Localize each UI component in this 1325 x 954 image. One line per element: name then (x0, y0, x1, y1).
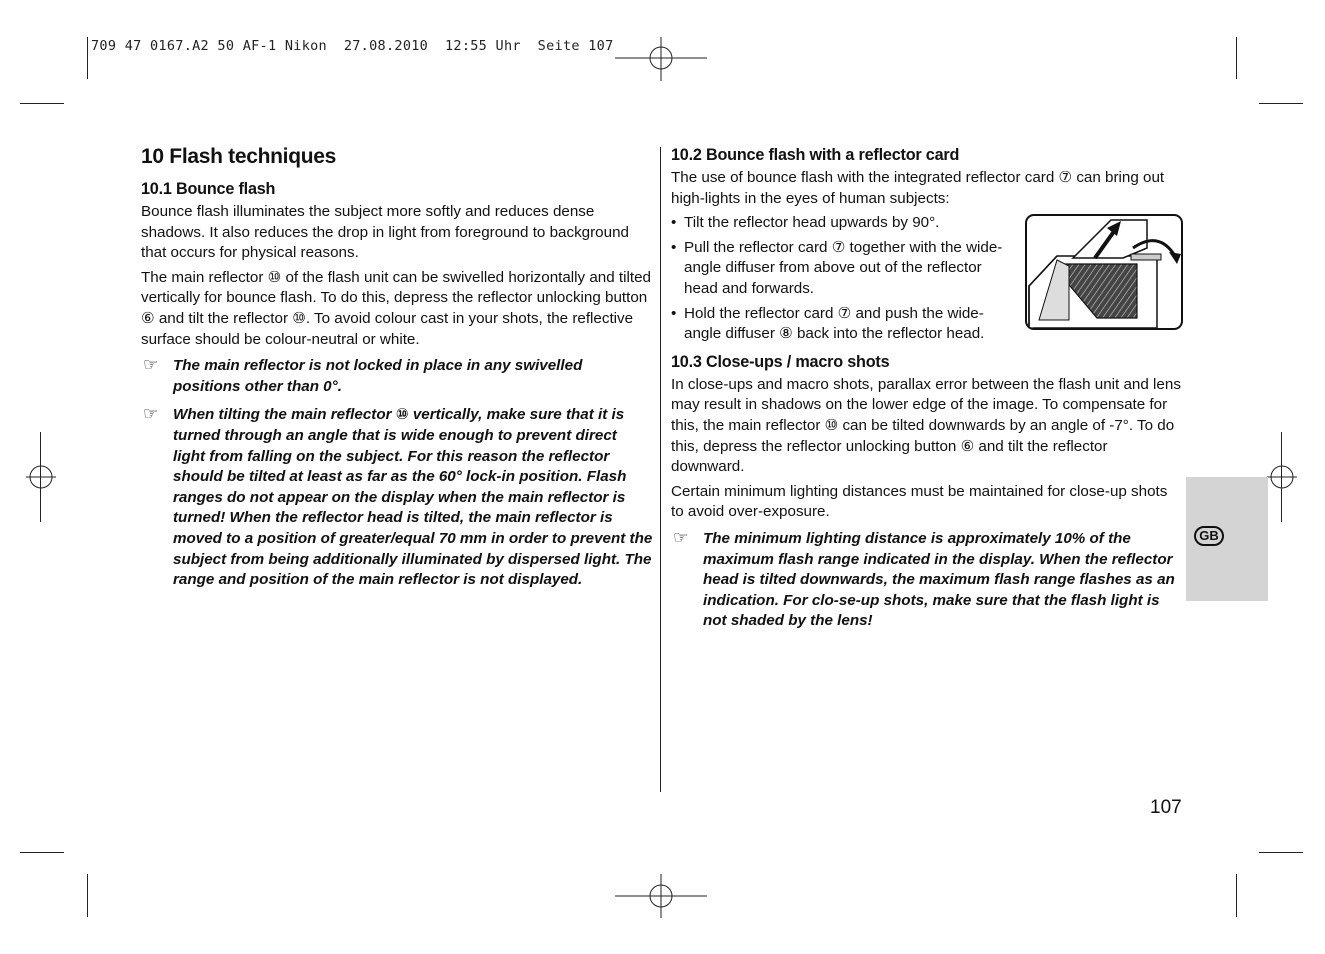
note-text: The minimum lighting distance is approximately 10% of the maximum flash range indicated in the display. When the reflector head is tilted downwards, the maximum flash range flashes as an indication. For clo-se-up shots, make sure that the flash light is not shaded by the lens! (703, 529, 1175, 630)
paragraph: Bounce flash illuminates the subject more softly and reduces dense shadows. It also reduces the drop in light from foreground to background that occurs for physical reasons. (141, 203, 629, 262)
list-item-text: Hold the reflector card ⑦ and push the wide-angle diffuser ⑧ back into the reflector head. (684, 304, 985, 343)
bullet-icon: • (671, 238, 677, 256)
list-item (671, 304, 1009, 345)
language-tab (1186, 477, 1268, 601)
paragraph: Certain minimum lighting distances must be maintained for close-up shots to avoid over-exposure. (671, 482, 1168, 521)
note (671, 529, 1181, 632)
list-item-text: Pull the reflector card ⑦ together with the wide-angle diffuser from above out of the reflector head and forwards. (684, 238, 1003, 297)
bullet-icon: • (671, 304, 677, 322)
bullet-icon: • (671, 214, 677, 232)
note-text: When tilting the main reflector ⑩ vertically, make sure that it is turned through an angle that is wide enough to prevent direct light from falling on the subject. For this reason the reflector should be tilted at least as far as the 60° lock-in position. Flash ranges do not appear on the display when the main reflector is turned! When the reflector head is tilted, the main reflector is moved to a position of greater/equal 70 mm in order to prevent the subject from being additionally illuminated by dispersed light. The range and position of the main reflector is not displayed. (173, 406, 653, 589)
list-item-text: Tilt the reflector head upwards by 90°. (684, 214, 940, 232)
list-item (671, 238, 1009, 300)
pointing-hand-icon: ☞ (673, 527, 689, 547)
paragraph: The main reflector ⑩ of the flash unit can be swivelled horizontally and tilted vertically for bounce flash. To do this, depress the reflector unlocking button ⑥ and tilt the reflector ⑩. To avoid colour cast in your shots, the reflective surface should be colour-neutral or white. (141, 268, 652, 348)
pointing-hand-icon: ☞ (143, 404, 159, 424)
registration-mark-bottom (615, 874, 707, 918)
section-heading-close-ups: 10.3 Close-ups / macro shots (671, 352, 890, 371)
note (141, 405, 653, 590)
pointing-hand-icon: ☞ (143, 355, 159, 375)
column-divider (660, 147, 661, 792)
flash-reflector-card-illustration (1025, 214, 1183, 330)
left-column (141, 144, 653, 599)
printer-slug: 709 47 0167.A2 50 AF-1 Nikon 27.08.2010 12:55 Uhr Seite 107 (91, 38, 614, 54)
bullet-list (671, 213, 1009, 345)
registration-mark-top (615, 37, 707, 81)
page-number: 107 (1150, 797, 1182, 818)
registration-mark-left (26, 462, 56, 492)
language-badge: GB (1194, 526, 1224, 546)
registration-mark-right (1267, 462, 1297, 492)
paragraph: The use of bounce flash with the integrated reflector card ⑦ can bring out high-lights in the eyes of human subjects: (671, 169, 1165, 207)
page-title: 10 Flash techniques (141, 145, 337, 168)
flash-head-drawing (1027, 216, 1181, 328)
note (141, 356, 653, 397)
list-item (671, 213, 1009, 234)
section-heading-bounce-flash: 10.1 Bounce flash (141, 180, 276, 198)
paragraph: In close-ups and macro shots, parallax error between the flash unit and lens may result in shadows on the lower edge of the image. To compensate for this, the main reflector ⑩ can be tilted downwards by an angle of -7°. To do this, depress the reflector unlocking button ⑥ and tilt the reflector downward. (671, 375, 1181, 476)
section-heading-reflector-card: 10.2 Bounce flash with a reflector card (671, 146, 960, 164)
note-text: The main reflector is not locked in place in any swivelled positions other than 0°. (173, 357, 583, 395)
